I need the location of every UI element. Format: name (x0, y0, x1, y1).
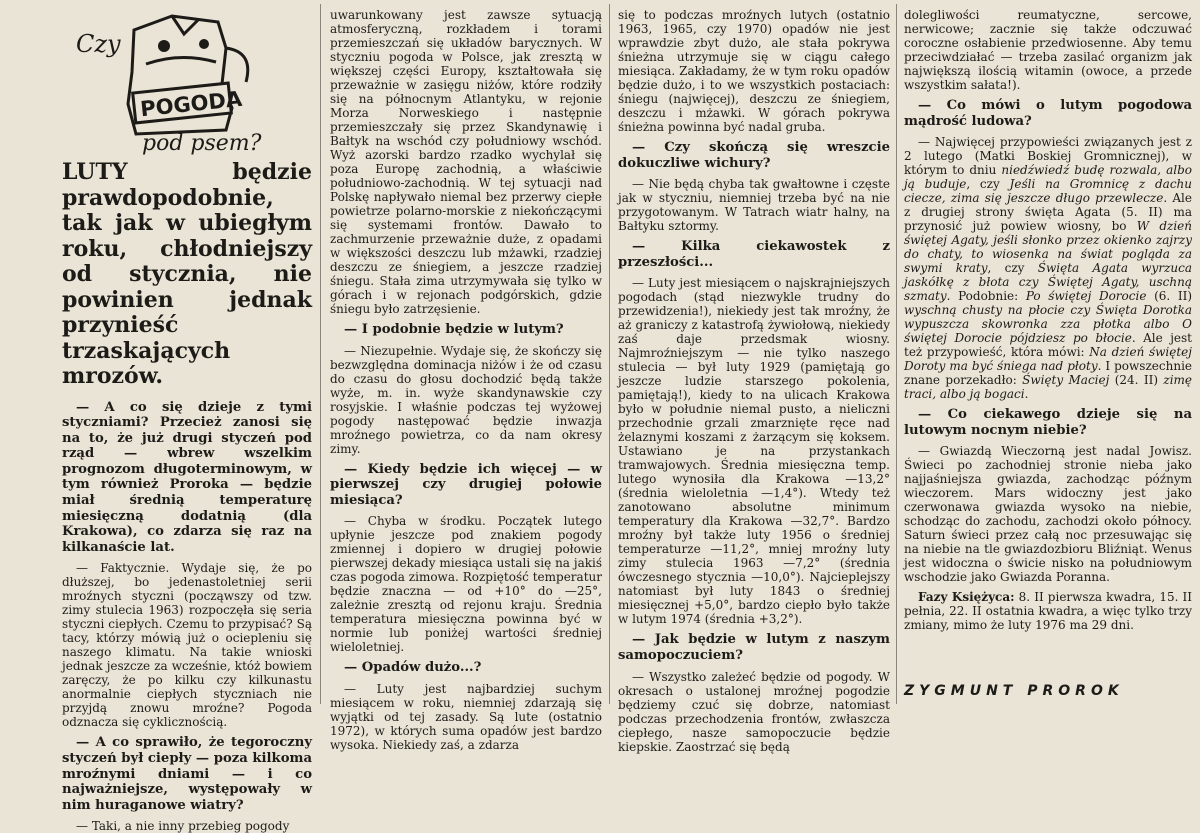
rubric-logo (62, 8, 312, 158)
column-rule (320, 4, 321, 704)
answer: — Faktycznie. Wydaje się, że po dłuższej, bo jedenastoletniej serii mroźnych styczni (począwszy od tzw. zimy stulecia 1963) rozpoczęła się seria styczni ciepłych. Czemu to przypisać? Są tacy, którzy mówią już o ociepleniu się naszego klimatu. Na takie wnioski jednak jeszcze za wcześnie, któż bowiem zaręczy, że po kilku czy kilkunastu anormalnie ciepłych styczniach nie przyjdą znowu mroźne? Pogoda odznacza się cyklicznością. (62, 561, 312, 730)
lead-paragraph: LUTY będzie prawdopodobnie, tak jak w ubiegłym roku, chłodniejszy od stycznia, nie powinien jednak przynieść trzaskających mrozów. (62, 159, 312, 389)
dog-logo-illustration (76, 12, 296, 158)
answer: dolegliwości reumatyczne, sercowe, nerwicowe; zacznie się także odczuwać coroczne osłabienie przedwiosenne. Aby temu przeciwdziałać — trzeba zasilać organizm jak największą ilością witamin (owoce, a przede wszystkim sałata!). (904, 8, 1192, 92)
answer: — Taki, a nie inny przebieg pogody (76, 819, 290, 833)
column-1 (62, 8, 312, 833)
column-rule (609, 4, 610, 704)
question: — Kiedy będzie ich więcej — w pierwszej czy drugiej połowie miesiąca? (330, 461, 602, 508)
moon-phases-note: Fazy Księżyca: 8. II pierwsza kwadra, 15. II pełnia, 22. II ostatnia kwadra, a więc tylko trzy zmiany, mimo że luty 1976 ma 29 dni. (904, 590, 1193, 633)
column-2 (330, 8, 602, 752)
logo-middle-text: POGODA (139, 86, 244, 122)
answer: — Nie będą chyba tak gwałtowne i częste jak w styczniu, niemniej trzeba być na nie przygotowanym. W Tatrach wiatr halny, na Bałtyku sztormy. (618, 177, 890, 234)
answer: się to podczas mroźnych lutych (ostatnio 1963, 1965, czy 1970) opadów nie jest wprawdzie zbyt dużo, ale stała pokrywa śnieżna utrzymuje się w ciągu całego miesiąca. Zakładamy, że w tym roku opadów będzie dużo, i to we wszystkich postaciach: śniegu (najwięcej), deszczu ze śniegiem, deszczu i mżawki. W górach pokrywa śnieżna powinna być nadal gruba. (618, 8, 890, 134)
question: — I podobnie będzie w lutym? (344, 322, 564, 337)
question: — A co się dzieje z tymi styczniami? Przecież zanosi się na to, że już drugi styczeń pod rząd — wbrew wszelkim prognozom długoterminowym, w tym również Proroka — będzie miał średnią temperaturę miesięczną dodatnią (dla Krakowa), co zdarza się raz na kilkanaście lat. (62, 399, 312, 555)
answer: uwarunkowany jest zawsze sytuacją atmosferyczną, rozkładem i torami przemieszczań się układów barycznych. W styczniu pogoda w Polsce, jak zresztą w większej części Europy, kształtowała się przeważnie w zasięgu niżów, które rodziły się na północnym Atlantyku, w rejonie Morza Norweskiego i następnie przemieszczały się przez Skandynawię i Bałtyk na wschód czy południowy wschód. Wyż azorski bardzo rzadko wychylał się poza Europę zachodnią, a właściwie południowo-zachodnią. W tej sytuacji nad Polskę napływało niemal bez przerwy ciepłe powietrze polarno-morskie z niekończącymi się systemami frontów. Dawało to zachmurzenie przeważnie duże, z opadami w większości deszczu lub mżawki, rzadziej deszczu ze śniegiem, a jeszcze rzadziej śniegu. Stała zima utrzymywała się tylko w górach i w rejonach podgórskich, gdzie śniegu było zatrzęsienie. (330, 8, 602, 316)
answer-folk-sayings: — Najwięcej przypowieści związanych jest z 2 lutego (Matki Boskiej Gromnicznej), w którym to dniu niedźwiedź budę rozwala, albo ją buduje, czy Jeśli na Gromnicę z dachu ciecze, zima się jeszcze długo przewlecze. Ale z drugiej strony święta Agata (5. II) ma przynosić już powiew wiosny, bo W dzień świętej Agaty, jeśli słonko przez okienko zajrzy do chaty, to wiosenka na świat pogląda za swymi kraty, czy Święta Agata wyrzuca jaskółkę z błota czy Świętej Agaty, uschną szmaty. Podobnie: Po świętej Dorocie (6. II) wyschną chusty na płocie czy Święta Dorotka wypuszcza skowronka zza płotka albo O świętej Dorocie pójdziesz po błocie. Ale jest też przypowieść, która mówi: Na dzień świętej Doroty ma być śniega nad płoty. I powszechnie znane porzekadło: Święty Maciej (24. II) zimę traci, albo ją bogaci. (904, 135, 1193, 402)
question: — Opadów dużo...? (344, 660, 482, 676)
column-3 (618, 8, 890, 754)
column-4 (904, 8, 1192, 708)
column-rule (896, 4, 897, 704)
question: — Co mówi o lutym pogodowa mądrość ludowa? (904, 98, 1192, 129)
answer: — Wszystko zależeć będzie od pogody. W okresach o ustalonej mroźnej pogodzie będziemy czuć się dobrze, natomiast podczas przechodzenia frontów, zwłaszcza ciepłego, nasze samopoczucie będzie kiepskie. Zaostrzać się będą (618, 669, 890, 754)
author-signature: ZYGMUNT PROROK (904, 682, 1124, 699)
question: — Kilka ciekawostek z przeszłości... (618, 239, 890, 270)
logo-top-text: Czy (76, 30, 121, 58)
question: — A co sprawiło, że tegoroczny styczeń był ciepły — poza kilkoma mroźnymi dniami — i co najważniejsze, występowały w nim huraganowe wiatry? (62, 735, 312, 813)
logo-bottom-text: pod psem? (142, 131, 262, 156)
answer: — Gwiazdą Wieczorną jest nadal Jowisz. Świeci po zachodniej stronie nieba jako najjaśniejsza gwiazda, zachodząc późnym wieczorem. Mars widoczny jest jako czerwonawa gwiazda wysoko na niebie, schodząc do zachodu, zachodzi około północy. Saturn świeci przez całą noc przesuwając się na niebie na tle gwiazdozbioru Bliźniąt. Wenus jest widoczna o świcie nisko na południowym wschodzie jako Gwiazda Poranna. (904, 444, 1192, 585)
question: — Czy skończą się wreszcie dokuczliwe wichury? (618, 140, 890, 171)
answer: — Chyba w środku. Początek lutego upłynie jeszcze pod znakiem pogody zmiennej i dopiero w drugiej połowie pierwszej dekady miesiąca ustali się na jakiś czas pogoda zimowa. Rozpiętość temperatur będzie znaczna — od +10° do —25°, zależnie zresztą od rejonu kraju. Średnia temperatura miesięczna powinna być w normie lub poniżej wartości średniej wieloletniej. (330, 514, 602, 655)
answer: — Luty jest najbardziej suchym miesiącem w roku, niemniej zdarzają się wyjątki od tej zasady. Są lute (ostatnio 1972), w których suma opadów jest bardzo wysoka. Niekiedy zaś, a zdarza (330, 681, 602, 752)
answer: — Niezupełnie. Wydaje się, że skończy się bezwzględna dominacja niżów i że od czasu do czasu do głosu dochodzić będą także wyże, m. in. wyże skandynawskie czy rosyjskie. I właśnie podczas tej wyżowej pogody następować będzie inwazja mroźnego powietrza, co da nam okresy zimy. (330, 343, 602, 456)
question: — Co ciekawego dzieje się na lutowym nocnym niebie? (904, 407, 1192, 438)
answer: — Luty jest miesiącem o najskrajniejszych pogodach (stąd niezwykle trudny do przewidzenia!), niekiedy jest tak mroźny, że aż graniczy z katastrofą żywiołową, niekiedy zaś daje przedsmak wiosny. Najmroźniejszym — nie tylko naszego stulecia — był luty 1929 (pamiętają go jeszcze ludzie starszego pokolenia, pamiętają!), kiedy to na ulicach Krakowa było w południe niemal pusto, a nieliczni przechodnie grzali zmarznięte ręce nad żelaznymi koszami z żarzącym się koksem. Ustawiano je na przystankach tramwajowych. Średnia miesięczna temp. lutego wynosiła dla Krakowa —13,2° (średnia wieloletnia —1,4°). Wtedy też zanotowano absolutne minimum temperatury dla Krakowa —32,7°. Bardzo mroźny był także luty 1956 o średniej temperaturze —11,2°, mniej mroźny luty zimy stulecia 1963 —7,2° (średnia ówczesnego stycznia —10,0°). Najcieplejszy natomiast był luty 1843 o średniej miesięcznej +5,0°, bardzo ciepło było także w lutym 1974 (średnia +3,2°). (618, 276, 890, 627)
question: — Jak będzie w lutym z naszym samopoczuciem? (618, 632, 890, 663)
